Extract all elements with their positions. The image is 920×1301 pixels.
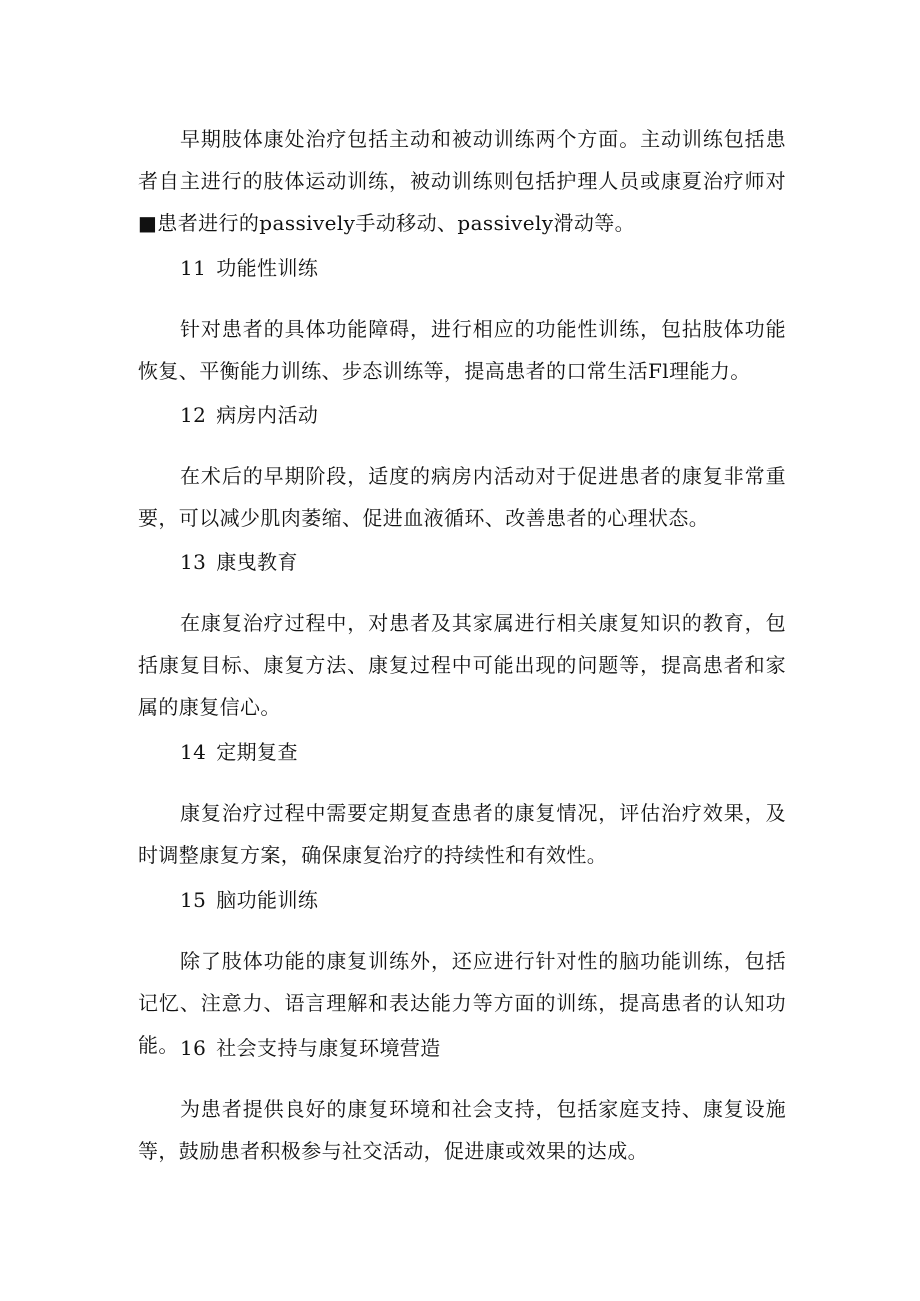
section-heading-15 xyxy=(138,885,786,915)
paragraph-text: 针对患者的具体功能障碍，进行相应的功能性训练，包拈肢体功能恢复、平衡能力训练、步态训练等，提高患者的口常生活Fl理能力。 xyxy=(138,317,786,383)
section-title: 定期复查 xyxy=(216,740,298,764)
paragraph-early-limb-rehab xyxy=(138,118,786,244)
section-number: 14 xyxy=(180,740,207,764)
paragraph-text: 早期肢体康处治疗包括主动和被动训练两个方面。主动训练包括患者自主进行的肢体运动训练，被动训练则包括护理人员或康夏治疗师对■患者进行的passively手动移动、passively滑动等。 xyxy=(138,127,786,235)
paragraph-text: 在康复治疗过程中，对患者及其家属进行相关康复知识的教育，包括康复目标、康复方法、康复过程中可能出现的问题等，提高患者和家属的康复信心。 xyxy=(138,611,786,719)
section-number: 11 xyxy=(180,256,207,280)
section-heading-12 xyxy=(138,400,786,430)
paragraph-ward-activity xyxy=(138,455,786,539)
section-heading-16 xyxy=(138,1033,786,1063)
section-number: 16 xyxy=(180,1036,207,1060)
section-heading-14 xyxy=(138,737,786,767)
paragraph-text: 康复治疗过程中需要定期复查患者的康复情况，评估治疗效果，及时调整康复方案，确保康复治疗的持续性和有效性。 xyxy=(138,801,786,867)
paragraph-rehab-education xyxy=(138,602,786,728)
section-title: 康曳教育 xyxy=(216,550,298,574)
section-title: 病房内活动 xyxy=(216,403,319,427)
section-number: 12 xyxy=(180,403,207,427)
section-heading-11 xyxy=(138,253,786,283)
paragraph-social-support xyxy=(138,1088,786,1172)
section-title: 脑功能训练 xyxy=(216,888,319,912)
section-title: 社会支持与康复环境营造 xyxy=(216,1036,441,1060)
paragraph-text: 在术后的早期阶段，适度的病房内活动对于促进患者的康复非常重要，可以减少肌肉萎缩、促进血液循环、改善患者的心理状态。 xyxy=(138,464,786,530)
section-heading-13 xyxy=(138,547,786,577)
paragraph-text: 除了肢体功能的康复训练外，还应进行针对性的脑功能训练，包括记忆、注意力、语言理解和表达能力等方面的训练，提高患者的认知功能。 xyxy=(138,949,786,1057)
section-number: 15 xyxy=(180,888,207,912)
section-title: 功能性训练 xyxy=(216,256,319,280)
paragraph-regular-review xyxy=(138,792,786,876)
paragraph-functional-training xyxy=(138,308,786,392)
paragraph-text: 为患者提供良好的康复环境和社会支持，包括家庭支持、康复设施等，鼓励患者积极参与社交活动，促进康或效果的达成。 xyxy=(138,1097,786,1163)
section-number: 13 xyxy=(180,550,207,574)
